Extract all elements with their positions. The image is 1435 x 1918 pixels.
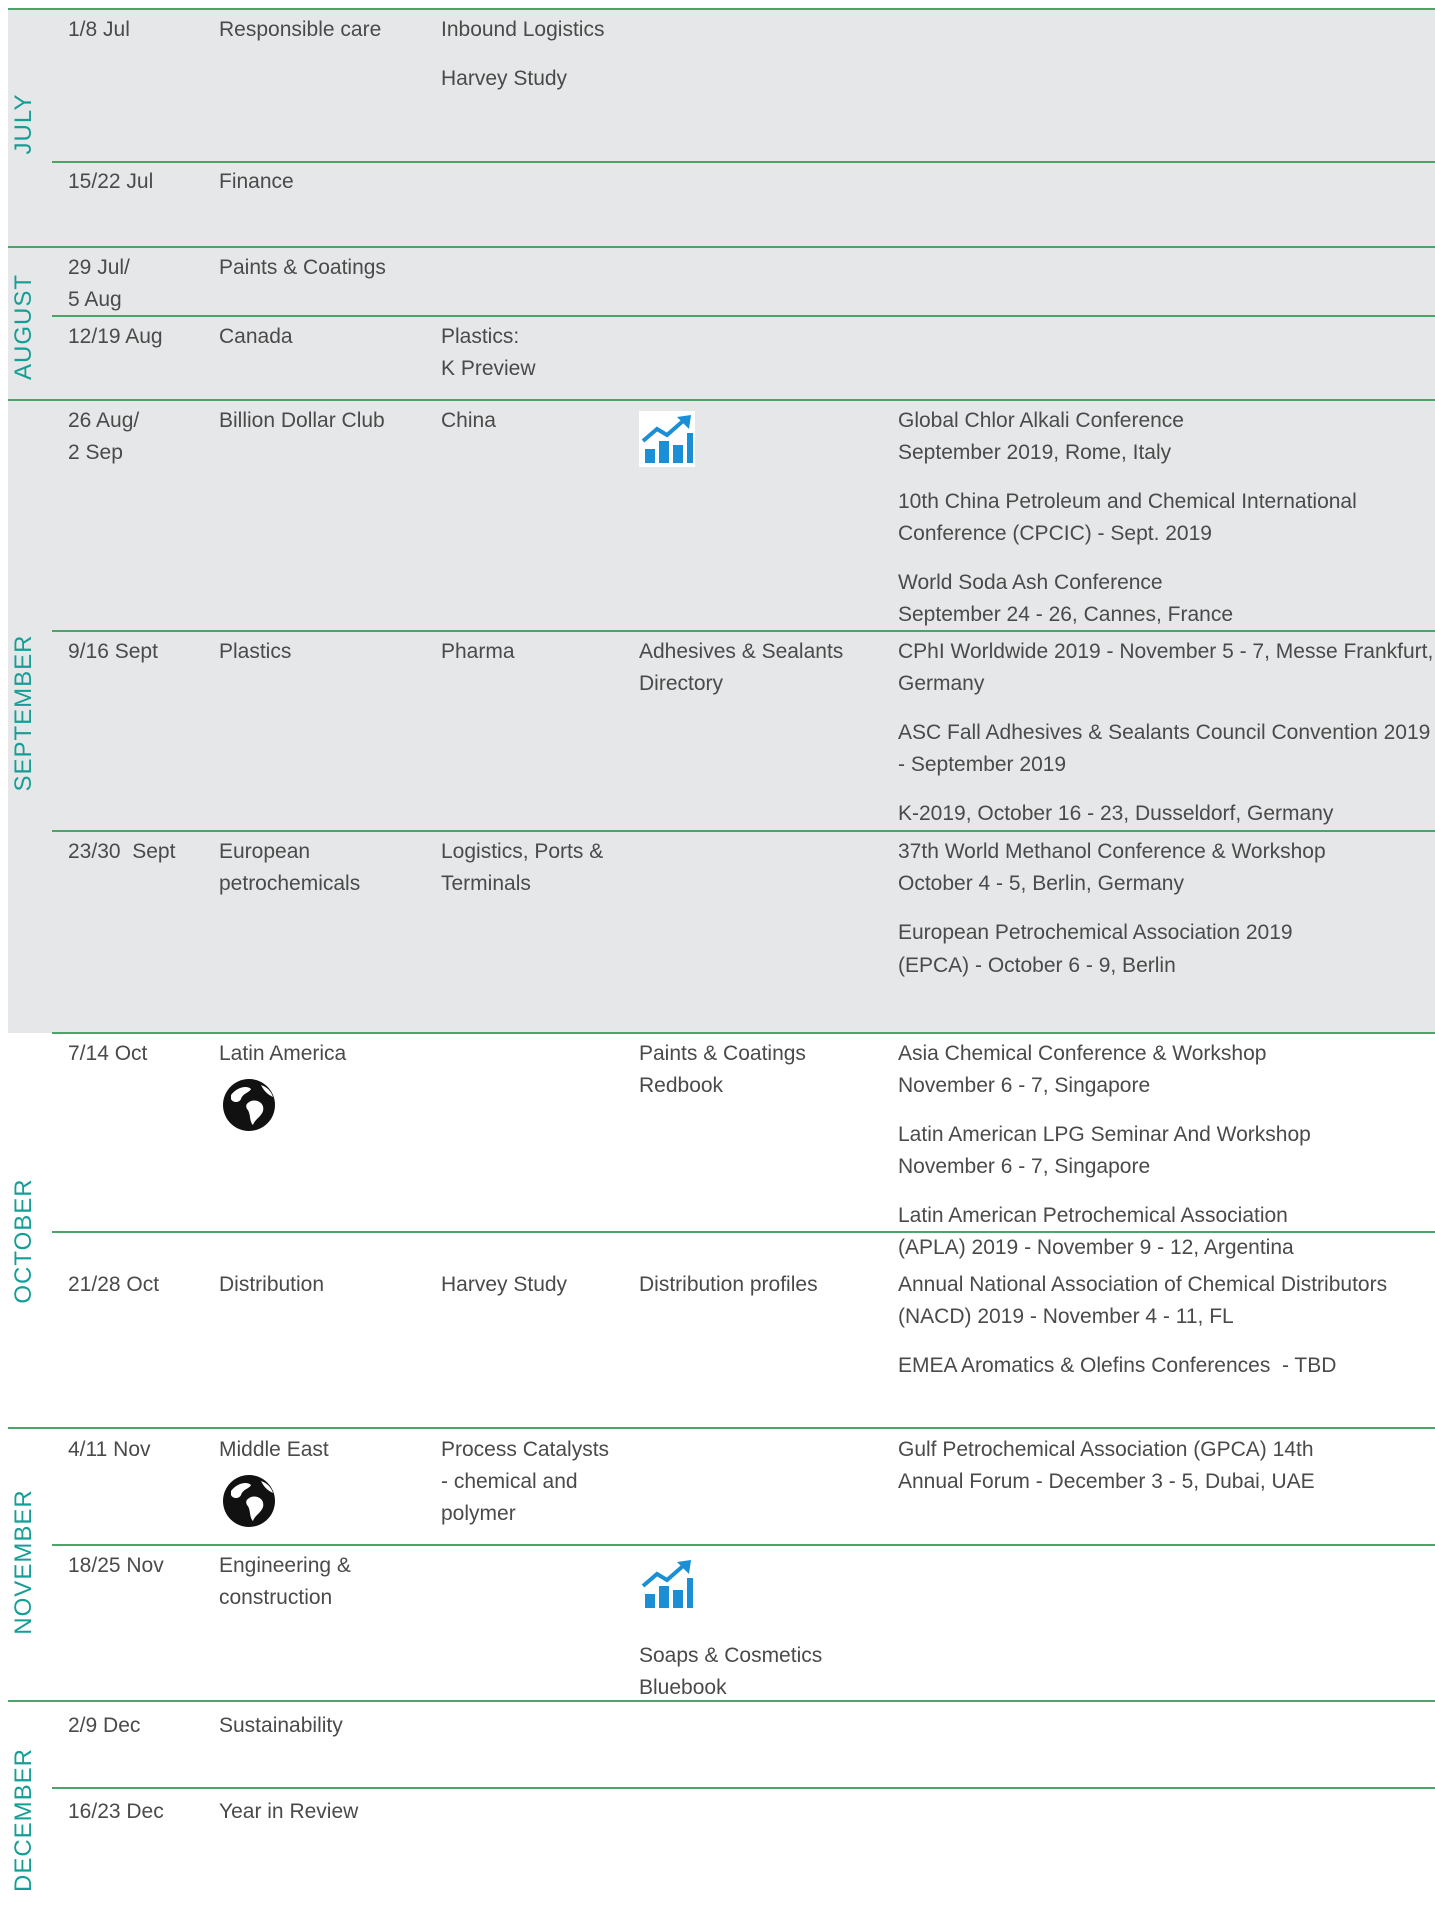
row-topic: polymer	[441, 1502, 516, 1525]
rule	[52, 1032, 1435, 1034]
row-directory: Soaps & Cosmetics	[639, 1644, 823, 1667]
row-feature: Paints & Coatings	[219, 256, 386, 279]
event-text: Annual Forum - December 3 - 5, Dubai, UAE	[898, 1470, 1315, 1493]
row-date: 5 Aug	[68, 288, 122, 311]
row-directory: Paints & Coatings	[639, 1042, 806, 1065]
row-feature: Finance	[219, 170, 294, 193]
event-text: Latin American Petrochemical Association	[898, 1204, 1288, 1227]
event-text: Asia Chemical Conference & Workshop	[898, 1042, 1267, 1065]
month-label-october: OCTOBER	[10, 1178, 37, 1304]
chart-icon	[639, 1556, 695, 1612]
row-topic: Harvey Study	[441, 67, 568, 90]
rule	[52, 161, 1435, 163]
row-topic: Pharma	[441, 640, 515, 663]
month-label-august: AUGUST	[10, 274, 37, 381]
row-date: 18/25 Nov	[68, 1554, 164, 1577]
row-date: 23/30 Sept	[68, 840, 176, 863]
event-text: Annual National Association of Chemical Distributors	[898, 1273, 1388, 1296]
row-feature: Sustainability	[219, 1714, 343, 1737]
row-topic: Inbound Logistics	[441, 18, 605, 41]
row-feature: European	[219, 840, 311, 863]
event-text: (APLA) 2019 - November 9 - 12, Argentina	[898, 1236, 1294, 1259]
event-text: K-2019, October 16 - 23, Dusseldorf, Germany	[898, 802, 1334, 825]
row-topic: - chemical and	[441, 1470, 578, 1493]
row-date: 7/14 Oct	[68, 1042, 148, 1065]
row-directory: Bluebook	[639, 1676, 727, 1699]
row-topic: Logistics, Ports &	[441, 840, 604, 863]
row-topic: K Preview	[441, 357, 536, 380]
event-text: Global Chlor Alkali Conference	[898, 409, 1184, 432]
rule	[52, 1787, 1435, 1789]
row-date: 2 Sep	[68, 441, 123, 464]
rule	[52, 830, 1435, 832]
rule	[52, 1544, 1435, 1546]
row-feature: Year in Review	[219, 1800, 359, 1823]
row-date: 16/23 Dec	[68, 1800, 164, 1823]
event-text: - September 2019	[898, 753, 1067, 776]
event-text: European Petrochemical Association 2019	[898, 921, 1293, 944]
month-label-july: JULY	[10, 93, 37, 155]
row-feature: Responsible care	[219, 18, 382, 41]
row-feature: Plastics	[219, 640, 292, 663]
event-text: ASC Fall Adhesives & Sealants Council Convention 2019	[898, 721, 1431, 744]
row-date: 21/28 Oct	[68, 1273, 160, 1296]
row-feature: Engineering &	[219, 1554, 351, 1577]
chart-icon	[639, 411, 695, 467]
event-text: EMEA Aromatics & Olefins Conferences - TBD	[898, 1354, 1337, 1377]
row-date: 29 Jul/	[68, 256, 130, 279]
row-date: 4/11 Nov	[68, 1438, 151, 1461]
rule	[8, 399, 1435, 401]
row-directory: Distribution profiles	[639, 1273, 818, 1296]
row-topic: Harvey Study	[441, 1273, 568, 1296]
row-topic: Terminals	[441, 872, 531, 895]
event-text: Germany	[898, 672, 985, 695]
event-text: November 6 - 7, Singapore	[898, 1155, 1151, 1178]
row-date: 26 Aug/	[68, 409, 140, 432]
event-text: October 4 - 5, Berlin, Germany	[898, 872, 1184, 895]
row-feature: Billion Dollar Club	[219, 409, 385, 432]
row-date: 9/16 Sept	[68, 640, 158, 663]
row-feature: Distribution	[219, 1273, 325, 1296]
event-text: September 2019, Rome, Italy	[898, 441, 1172, 464]
rule	[52, 315, 1435, 317]
event-text: September 24 - 26, Cannes, France	[898, 603, 1234, 626]
event-text: Latin American LPG Seminar And Workshop	[898, 1123, 1311, 1146]
row-feature: petrochemicals	[219, 872, 361, 895]
row-date: 1/8 Jul	[68, 18, 130, 41]
event-text: World Soda Ash Conference	[898, 571, 1163, 594]
event-text: November 6 - 7, Singapore	[898, 1074, 1151, 1097]
row-feature: Middle East	[219, 1438, 329, 1461]
row-date: 2/9 Dec	[68, 1714, 141, 1737]
event-text: 10th China Petroleum and Chemical International	[898, 490, 1357, 513]
event-text: (EPCA) - October 6 - 9, Berlin	[898, 954, 1176, 977]
event-text: Gulf Petrochemical Association (GPCA) 14th	[898, 1438, 1314, 1461]
month-label-november: NOVEMBER	[10, 1489, 37, 1635]
rule	[8, 246, 1435, 248]
row-directory: Directory	[639, 672, 724, 695]
rule	[8, 8, 1435, 10]
row-feature: construction	[219, 1586, 333, 1609]
row-feature: Latin America	[219, 1042, 347, 1065]
event-text: CPhI Worldwide 2019 - November 5 - 7, Messe Frankfurt,	[898, 640, 1434, 663]
row-topic: China	[441, 409, 496, 432]
row-topic: Process Catalysts	[441, 1438, 610, 1461]
globe-icon	[221, 1077, 277, 1133]
month-label-september: SEPTEMBER	[10, 634, 37, 792]
event-text: (NACD) 2019 - November 4 - 11, FL	[898, 1305, 1234, 1328]
row-date: 15/22 Jul	[68, 170, 154, 193]
row-date: 12/19 Aug	[68, 325, 163, 348]
row-directory: Adhesives & Sealants	[639, 640, 844, 663]
event-text: Conference (CPCIC) - Sept. 2019	[898, 522, 1212, 545]
row-directory: Redbook	[639, 1074, 724, 1097]
row-feature: Canada	[219, 325, 293, 348]
event-text: 37th World Methanol Conference & Workshop	[898, 840, 1326, 863]
rule	[8, 1427, 1435, 1429]
month-label-december: DECEMBER	[10, 1747, 37, 1893]
row-topic: Plastics:	[441, 325, 520, 348]
globe-icon	[221, 1473, 277, 1529]
